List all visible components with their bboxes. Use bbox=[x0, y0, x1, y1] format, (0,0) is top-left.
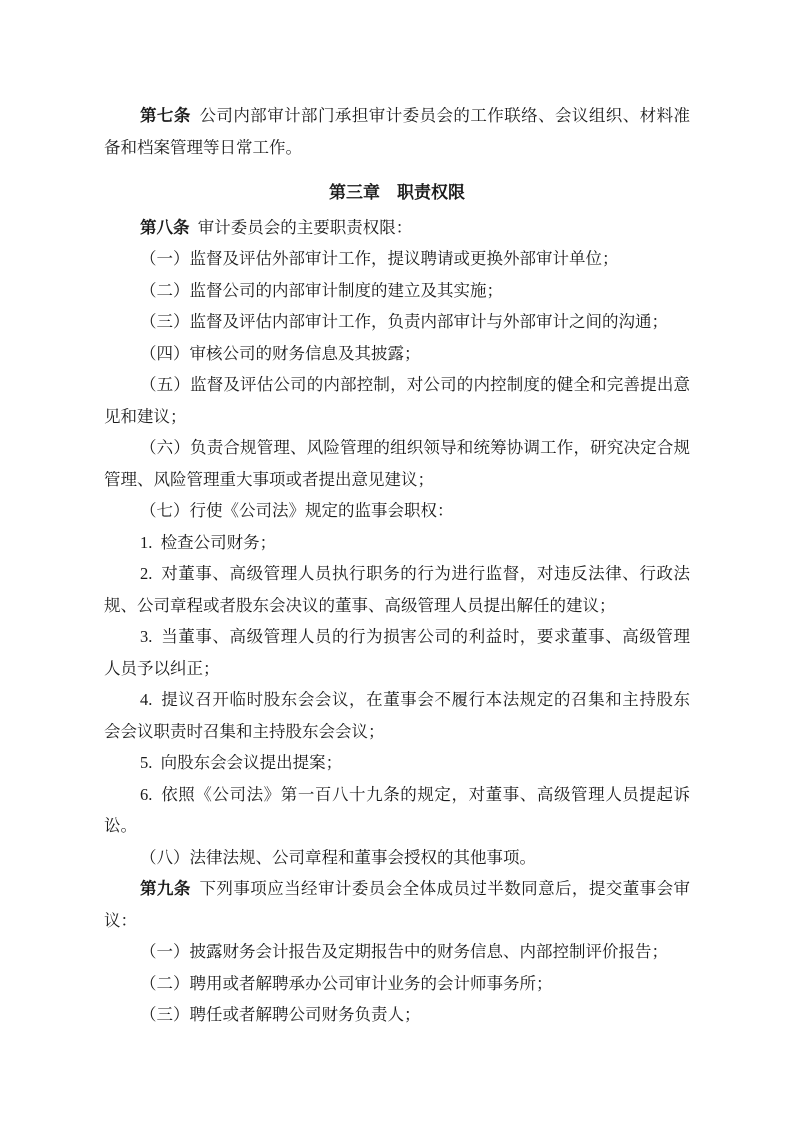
line-text: 4. 提议召开临时股东会会议，在董事会不履行本法规定的召集和主持股东 bbox=[140, 690, 690, 709]
document-line bbox=[104, 212, 690, 244]
document-line bbox=[104, 495, 690, 527]
line-text: 备和档案管理等日常工作。 bbox=[104, 137, 302, 157]
line-text: （二）聘用或者解聘承办公司审计业务的会计师事务所； bbox=[140, 973, 553, 993]
line-text: 2. 对董事、高级管理人员执行职务的行为进行监督，对违反法律、行政法 bbox=[140, 564, 690, 583]
document-line bbox=[104, 873, 690, 905]
document-line bbox=[104, 905, 690, 937]
line-text: 公司内部审计部门承担审计委员会的工作联络、会议组织、材料准 bbox=[190, 106, 691, 125]
line-text: （八）法律法规、公司章程和董事会授权的其他事项。 bbox=[140, 847, 536, 867]
document-line bbox=[104, 464, 690, 496]
document-line bbox=[104, 369, 690, 401]
line-text: （五）监督及评估公司的内部控制，对公司的内控制度的健全和完善提出意 bbox=[140, 375, 690, 394]
document-line bbox=[104, 558, 690, 590]
article-number-label: 第七条 bbox=[140, 106, 191, 125]
document-line bbox=[104, 401, 690, 433]
line-text: （七）行使《公司法》规定的监事会职权： bbox=[140, 501, 454, 520]
line-text: 见和建议； bbox=[104, 406, 187, 426]
line-text: （三）监督及评估内部审计工作，负责内部审计与外部审计之间的沟通； bbox=[140, 312, 668, 331]
document-line bbox=[104, 936, 690, 968]
line-text: 管理、风险管理重大事项或者提出意见建议； bbox=[104, 469, 434, 489]
document-line bbox=[104, 653, 690, 685]
document-line bbox=[104, 132, 690, 164]
line-text: （四）审核公司的财务信息及其披露； bbox=[140, 343, 421, 363]
document-line bbox=[104, 527, 690, 559]
line-text: 人员予以纠正； bbox=[104, 658, 220, 678]
document-line bbox=[104, 999, 690, 1031]
document-line bbox=[104, 432, 690, 464]
line-text: 规、公司章程或者股东会决议的董事、高级管理人员提出解任的建议； bbox=[104, 595, 616, 615]
document-line bbox=[104, 621, 690, 653]
line-text: 第三章 职责权限 bbox=[329, 183, 465, 202]
document-line bbox=[104, 684, 690, 716]
line-text: （三）聘任或者解聘公司财务负责人； bbox=[140, 1005, 421, 1024]
line-text: 6. 依照《公司法》第一百八十九条的规定，对董事、高级管理人员提起诉 bbox=[140, 784, 690, 804]
line-text: 5. 向股东会会议提出提案； bbox=[140, 753, 343, 772]
document-line bbox=[104, 275, 690, 307]
document-content bbox=[104, 100, 690, 1031]
line-text: 议： bbox=[104, 910, 137, 930]
article-number-label: 第九条 bbox=[140, 879, 191, 898]
document-line bbox=[104, 779, 690, 811]
document-line bbox=[104, 243, 690, 275]
chapter-heading bbox=[104, 177, 690, 209]
line-text: 会会议职责时召集和主持股东会会议； bbox=[104, 721, 385, 741]
document-line bbox=[104, 338, 690, 370]
line-text: （二）监督公司的内部审计制度的建立及其实施； bbox=[140, 280, 503, 300]
document-line bbox=[104, 716, 690, 748]
line-text: 审计委员会的主要职责权限： bbox=[189, 217, 413, 237]
document-line bbox=[104, 306, 690, 338]
line-text: 讼。 bbox=[104, 816, 137, 835]
line-text: （一）监督及评估外部审计工作，提议聘请或更换外部审计单位； bbox=[140, 249, 619, 268]
document-line bbox=[104, 100, 690, 132]
line-text: （一）披露财务会计报告及定期报告中的财务信息、内部控制评价报告； bbox=[140, 942, 668, 961]
article-number-label: 第八条 bbox=[140, 217, 190, 237]
document-line bbox=[104, 590, 690, 622]
document-line bbox=[104, 842, 690, 874]
line-text: 3. 当董事、高级管理人员的行为损害公司的利益时，要求董事、高级管理 bbox=[140, 627, 690, 646]
line-text: 下列事项应当经审计委员会全体成员过半数同意后，提交董事会审 bbox=[190, 879, 691, 898]
document-line bbox=[104, 747, 690, 779]
document-line bbox=[104, 810, 690, 842]
document-line bbox=[104, 968, 690, 1000]
line-text: （六）负责合规管理、风险管理的组织领导和统筹协调工作，研究决定合规 bbox=[140, 438, 690, 457]
line-text: 1. 检查公司财务； bbox=[140, 532, 277, 552]
